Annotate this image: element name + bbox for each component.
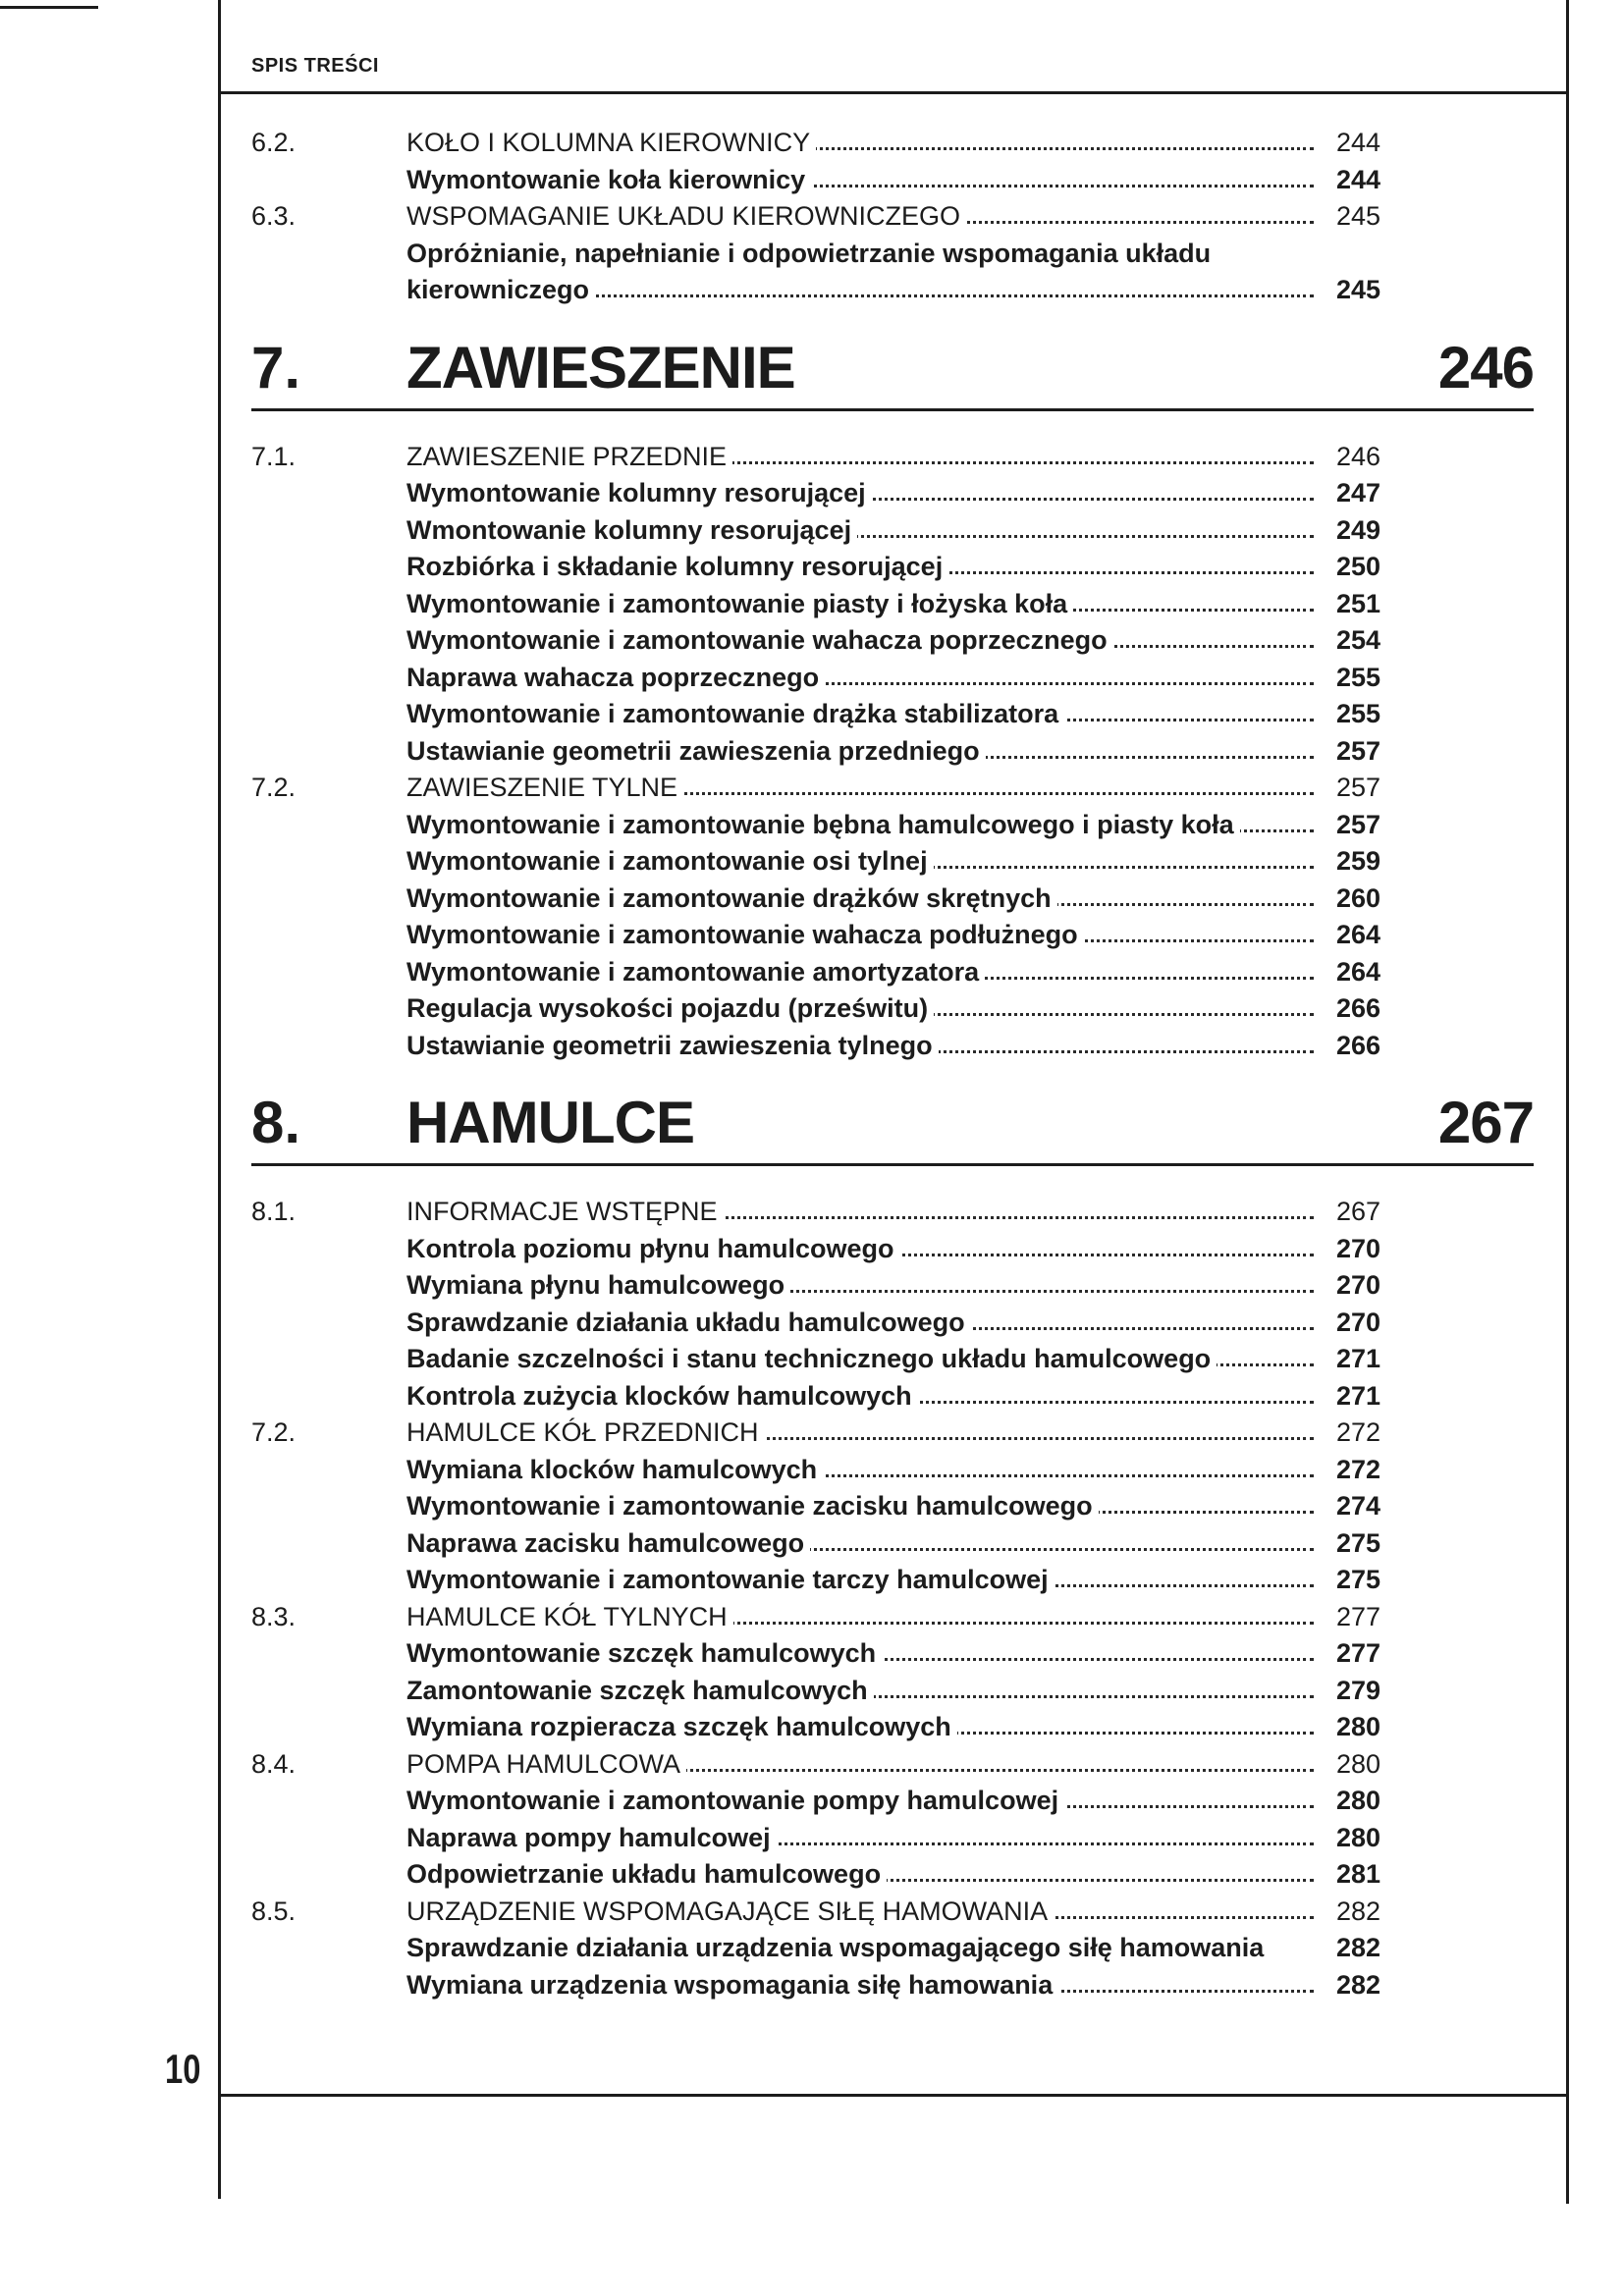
entry-title-wrap	[406, 1563, 1314, 1596]
toc-entry	[251, 440, 1380, 473]
section-number: 7.2.	[251, 773, 297, 802]
toc-entry	[251, 587, 1380, 620]
entry-title-wrap	[406, 1636, 1314, 1670]
entry-title-wrap	[406, 844, 1314, 878]
entry-title: Kontrola zużycia klocków hamulcowych	[406, 1381, 918, 1411]
entry-title-wrap	[406, 273, 1314, 306]
entry-page: 244	[1335, 164, 1380, 194]
entry-page: 251	[1335, 588, 1380, 618]
running-head: SPIS TREŚCI	[251, 55, 379, 77]
entry-title: Wymontowanie koła kierownicy	[406, 165, 811, 194]
entry-title-wrap	[406, 734, 1314, 768]
entry-title: Wymontowanie kolumny resorującej	[406, 478, 872, 507]
entry-title-wrap	[406, 1379, 1314, 1413]
entry-page: 266	[1335, 1030, 1380, 1060]
right-margin-rule	[1566, 0, 1569, 2204]
toc-entry	[251, 1821, 1380, 1854]
top-corner-rule	[0, 6, 98, 9]
entry-page: 272	[1335, 1417, 1380, 1447]
entry-title-wrap	[406, 126, 1314, 159]
section-number: 8.5.	[251, 1896, 297, 1926]
chapter-number: 8.	[251, 1090, 301, 1155]
entry-title-wrap	[406, 881, 1314, 915]
entry-page: 277	[1335, 1638, 1380, 1668]
entry-page: 260	[1335, 882, 1380, 913]
toc-entry	[251, 771, 1380, 804]
entry-page: 245	[1335, 201, 1380, 231]
entry-title: Naprawa pompy hamulcowej	[406, 1823, 777, 1852]
entry-page: 247	[1335, 478, 1380, 507]
toc-entry	[251, 1306, 1380, 1339]
entry-title: Rozbiórka i składanie kolumny resorującej	[406, 552, 948, 581]
toc-entry	[251, 1968, 1380, 2002]
entry-title: Opróżnianie, napełnianie i odpowietrzanie wspomagania układu	[406, 239, 1217, 268]
toc-entry	[251, 237, 1380, 270]
entry-title-wrap	[406, 1232, 1314, 1265]
entry-title: Wymontowanie i zamontowanie osi tylnej	[406, 846, 934, 876]
header-rule	[218, 91, 1569, 94]
entry-title-wrap	[406, 1195, 1314, 1228]
entry-page: 257	[1335, 735, 1380, 766]
chapter-heading	[251, 1079, 1534, 1167]
entry-page: 270	[1335, 1307, 1380, 1337]
entry-title: Regulacja wysokości pojazdu (prześwitu)	[406, 993, 934, 1023]
chapter-page: 246	[1437, 334, 1534, 400]
entry-title: Wymontowanie i zamontowanie drążka stabilizatora	[406, 699, 1064, 728]
entry-page: 282	[1335, 1969, 1380, 2000]
entry-page: 249	[1335, 514, 1380, 545]
toc-entry	[251, 623, 1380, 657]
entry-title: Wymontowanie i zamontowanie zacisku hamulcowego	[406, 1491, 1099, 1521]
toc-entry	[251, 476, 1380, 509]
section-number: 8.4.	[251, 1748, 297, 1779]
entry-page: 272	[1335, 1454, 1380, 1484]
entry-page: 257	[1335, 773, 1380, 802]
entry-page: 267	[1335, 1197, 1380, 1226]
toc-entry	[251, 1600, 1380, 1633]
entry-page: 280	[1335, 1748, 1380, 1779]
entry-page: 255	[1335, 662, 1380, 692]
entry-title-wrap	[406, 623, 1314, 657]
entry-title-wrap	[406, 199, 1314, 233]
page-number: 10	[165, 2046, 201, 2092]
toc-entry	[251, 1747, 1380, 1781]
entry-title: kierowniczego	[406, 275, 595, 304]
entry-title: ZAWIESZENIE TYLNE	[406, 773, 683, 802]
entry-page: 280	[1335, 1822, 1380, 1852]
entry-page: 250	[1335, 552, 1380, 581]
toc-entry	[251, 918, 1380, 951]
entry-title: Wymontowanie i zamontowanie wahacza poprzecznego	[406, 625, 1113, 655]
toc-entry	[251, 199, 1380, 233]
entry-page: 282	[1335, 1896, 1380, 1926]
entry-page: 280	[1335, 1786, 1380, 1815]
section-number: 8.3.	[251, 1601, 297, 1631]
chapter-title: HAMULCE	[406, 1090, 694, 1155]
entry-title: POMPA HAMULCOWA	[406, 1749, 686, 1779]
entry-title-wrap	[406, 513, 1314, 547]
entry-title: Wymiana urządzenia wspomagania siłę hamowania	[406, 1970, 1058, 2000]
entry-title: WSPOMAGANIE UKŁADU KIEROWNICZEGO	[406, 201, 966, 231]
entry-title: HAMULCE KÓŁ TYLNYCH	[406, 1602, 733, 1631]
entry-page: 277	[1335, 1601, 1380, 1631]
entry-page: 271	[1335, 1344, 1380, 1373]
entry-title: Odpowietrzanie układu hamulcowego	[406, 1859, 887, 1889]
entry-title-wrap	[406, 476, 1314, 509]
toc-entry	[251, 1268, 1380, 1302]
toc-entry	[251, 1342, 1380, 1375]
toc-entry	[251, 734, 1380, 768]
entry-title: Wymontowanie i zamontowanie tarczy hamulcowej	[406, 1565, 1055, 1594]
entry-title-wrap	[406, 1710, 1314, 1743]
entry-title: Naprawa wahacza poprzecznego	[406, 663, 825, 692]
chapter-rule	[251, 408, 1534, 411]
section-number: 6.3.	[251, 201, 297, 231]
section-number: 8.1.	[251, 1197, 297, 1226]
entry-title: Wmontowanie kolumny resorującej	[406, 515, 857, 545]
entry-title-wrap	[406, 918, 1314, 951]
entry-title-wrap	[406, 550, 1314, 583]
toc-entry	[251, 1710, 1380, 1743]
entry-title: Wymontowanie i zamontowanie wahacza podłużnego	[406, 920, 1084, 949]
entry-title: HAMULCE KÓŁ PRZEDNICH	[406, 1417, 765, 1447]
toc-entry	[251, 1379, 1380, 1413]
entry-title-wrap	[406, 587, 1314, 620]
entry-page: 244	[1335, 128, 1380, 157]
entry-title: INFORMACJE WSTĘPNE	[406, 1197, 724, 1226]
entry-page: 270	[1335, 1270, 1380, 1300]
entry-page: 246	[1335, 441, 1380, 471]
entry-title: Wymontowanie i zamontowanie pompy hamulcowej	[406, 1786, 1064, 1815]
chapter-rule	[251, 1163, 1534, 1166]
entry-page: 280	[1335, 1712, 1380, 1741]
toc-entry	[251, 955, 1380, 988]
entry-title: Badanie szczelności i stanu technicznego układu hamulcowego	[406, 1344, 1217, 1373]
entry-title: Ustawianie geometrii zawieszenia tylnego	[406, 1031, 939, 1060]
entry-title: Wymiana płynu hamulcowego	[406, 1270, 790, 1300]
toc-entry	[251, 513, 1380, 547]
entry-page: 282	[1335, 1933, 1380, 1962]
entry-title: ZAWIESZENIE PRZEDNIE	[406, 442, 732, 471]
entry-title: KOŁO I KOLUMNA KIEROWNICY	[406, 128, 816, 157]
toc-entry	[251, 273, 1380, 306]
chapter-heading	[251, 324, 1534, 412]
entry-title: Wymontowanie i zamontowanie drążków skrętnych	[406, 883, 1057, 913]
toc-entry	[251, 1453, 1380, 1486]
chapter-number: 7.	[251, 334, 301, 400]
entry-title: Wymontowanie i zamontowanie piasty i łożyska koła	[406, 589, 1073, 618]
entry-page: 274	[1335, 1491, 1380, 1521]
entry-title-wrap	[406, 1674, 1314, 1707]
toc-entry	[251, 1029, 1380, 1062]
entry-page: 270	[1335, 1233, 1380, 1263]
entry-title-wrap	[406, 1268, 1314, 1302]
toc-entry	[251, 163, 1380, 196]
entry-title-wrap	[406, 1306, 1314, 1339]
toc-entry	[251, 697, 1380, 730]
entry-page: 255	[1335, 699, 1380, 728]
entry-title: Sprawdzanie działania układu hamulcowego	[406, 1308, 971, 1337]
entry-title: Wymiana klocków hamulcowych	[406, 1455, 823, 1484]
entry-page: 279	[1335, 1675, 1380, 1705]
entry-title: Wymontowanie i zamontowanie amortyzatora	[406, 957, 985, 987]
entry-title: Ustawianie geometrii zawieszenia przedniego	[406, 736, 986, 766]
section-number: 7.1.	[251, 441, 297, 471]
entry-page: 271	[1335, 1380, 1380, 1411]
entry-page: 264	[1335, 920, 1380, 949]
entry-title-wrap	[406, 808, 1314, 841]
entry-title-wrap	[406, 991, 1314, 1025]
entry-title-wrap	[406, 1526, 1314, 1560]
entry-title-wrap	[406, 1821, 1314, 1854]
toc-entry	[251, 1232, 1380, 1265]
entry-page: 281	[1335, 1859, 1380, 1889]
entry-title-wrap	[406, 1747, 1314, 1781]
entry-page: 259	[1335, 846, 1380, 876]
entry-page: 245	[1335, 275, 1380, 304]
toc-entry	[251, 550, 1380, 583]
entry-title-wrap	[406, 1931, 1314, 1964]
toc-entry	[251, 1195, 1380, 1228]
entry-page: 275	[1335, 1565, 1380, 1594]
entry-title-wrap	[406, 1857, 1314, 1891]
entry-title-wrap	[406, 1415, 1314, 1449]
entry-title-wrap	[406, 771, 1314, 804]
entry-title: Wymontowanie i zamontowanie bębna hamulcowego i piasty koła	[406, 810, 1240, 839]
entry-title: Naprawa zacisku hamulcowego	[406, 1528, 810, 1558]
toc-entry	[251, 1526, 1380, 1560]
entry-title-wrap	[406, 1489, 1314, 1522]
entry-title-wrap	[406, 661, 1314, 694]
toc-entry	[251, 1857, 1380, 1891]
entry-title: Wymiana rozpieracza szczęk hamulcowych	[406, 1712, 957, 1741]
entry-title: Zamontowanie szczęk hamulcowych	[406, 1676, 874, 1705]
entry-title-wrap	[406, 440, 1314, 473]
entry-title-wrap	[406, 1029, 1314, 1062]
footer-rule	[218, 2094, 1569, 2097]
toc-entry	[251, 1895, 1380, 1928]
toc-entry	[251, 1931, 1380, 1964]
entry-title-wrap	[406, 1895, 1314, 1928]
entry-title: Kontrola poziomu płynu hamulcowego	[406, 1234, 900, 1263]
entry-title-wrap	[406, 1600, 1314, 1633]
toc-entry	[251, 844, 1380, 878]
entry-page: 254	[1335, 625, 1380, 655]
toc-entry	[251, 126, 1380, 159]
toc-entry	[251, 1415, 1380, 1449]
toc-entry	[251, 1784, 1380, 1817]
toc-entry	[251, 991, 1380, 1025]
toc-entry	[251, 1563, 1380, 1596]
entry-title: Sprawdzanie działania urządzenia wspomagającego siłę hamowania	[406, 1933, 1270, 1962]
section-number: 7.2.	[251, 1417, 297, 1447]
entry-title-wrap	[406, 237, 1314, 270]
toc-entry	[251, 661, 1380, 694]
entry-title: URZĄDZENIE WSPOMAGAJĄCE SIŁĘ HAMOWANIA	[406, 1896, 1054, 1926]
entry-title-wrap	[406, 1968, 1314, 2002]
entry-page: 264	[1335, 956, 1380, 987]
toc-entry	[251, 808, 1380, 841]
toc-entry	[251, 1674, 1380, 1707]
entry-title: Wymontowanie szczęk hamulcowych	[406, 1638, 882, 1668]
entry-title-wrap	[406, 1784, 1314, 1817]
section-number: 6.2.	[251, 128, 297, 157]
entry-title-wrap	[406, 163, 1314, 196]
entry-title-wrap	[406, 697, 1314, 730]
entry-page: 257	[1335, 809, 1380, 839]
toc-entry	[251, 1636, 1380, 1670]
entry-title-wrap	[406, 1453, 1314, 1486]
entry-title-wrap	[406, 1342, 1314, 1375]
left-margin-rule	[218, 0, 221, 2199]
toc-entry	[251, 881, 1380, 915]
entry-page: 266	[1335, 993, 1380, 1023]
chapter-title: ZAWIESZENIE	[406, 334, 795, 400]
entry-page: 275	[1335, 1527, 1380, 1558]
toc-entry	[251, 1489, 1380, 1522]
chapter-page: 267	[1437, 1090, 1534, 1155]
entry-title-wrap	[406, 955, 1314, 988]
